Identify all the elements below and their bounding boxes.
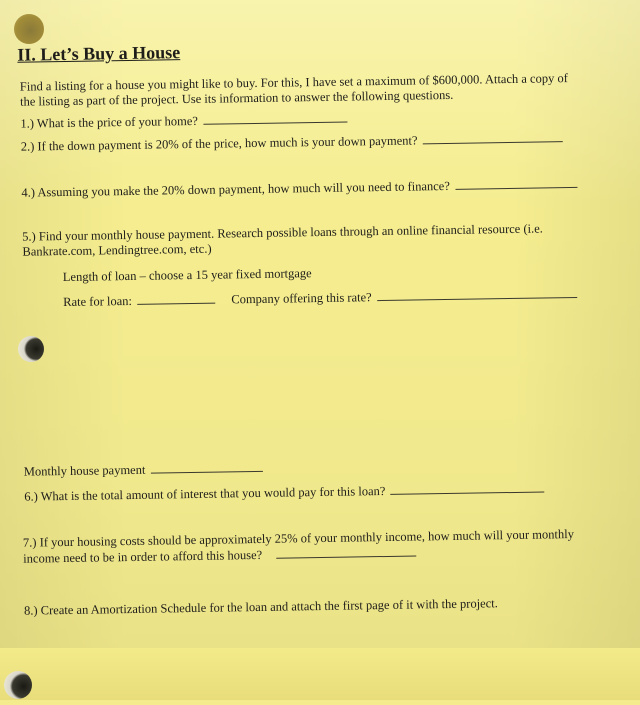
question-2 xyxy=(21,130,563,155)
question-4-text: 4.) Assuming you make the 20% down payment, how much will you need to finance? xyxy=(21,178,450,200)
intro-line-1: Find a listing for a house you might like to buy. For this, I have set a maximum of $600,000. Attach a copy of xyxy=(19,71,568,94)
answer-blank-monthly-payment[interactable] xyxy=(150,460,262,474)
answer-blank-company[interactable] xyxy=(377,286,577,301)
intro-line-2: the listing as part of the project. Use its information to answer the following questions. xyxy=(19,87,454,109)
answer-blank-price[interactable] xyxy=(203,111,347,125)
question-1 xyxy=(20,111,347,132)
section-heading: II. Let’s Buy a House xyxy=(17,42,181,65)
company-label: Company offering this rate? xyxy=(231,290,372,307)
answer-blank-down-payment[interactable] xyxy=(423,130,563,144)
question-5-line-1: 5.) Find your monthly house payment. Research possible loans through an online financial resource (i.e. xyxy=(22,221,543,244)
rate-row xyxy=(63,286,577,310)
question-1-text: 1.) What is the price of your home? xyxy=(20,113,198,131)
question-2-text: 2.) If the down payment is 20% of the price, how much is your down payment? xyxy=(20,133,418,154)
question-5-line-2: Bankrate.com, Lendingtree.com, etc.) xyxy=(22,241,212,259)
answer-blank-finance-amount[interactable] xyxy=(455,176,577,190)
monthly-payment-row xyxy=(24,460,263,480)
question-6-text: 6.) What is the total amount of interest that you would pay for this loan? xyxy=(24,483,386,504)
rate-label: Rate for loan: xyxy=(63,293,133,310)
monthly-payment-label: Monthly house payment xyxy=(23,462,146,479)
loan-length-note: Length of loan – choose a 15 year fixed mortgage xyxy=(62,266,312,285)
question-7-line-2: income need to be in order to afford this house? xyxy=(23,547,263,566)
question-8: 8.) Create an Amortization Schedule for the loan and attach the first page of it with the project. xyxy=(23,596,498,618)
answer-blank-total-interest[interactable] xyxy=(390,480,544,494)
question-6 xyxy=(24,480,544,504)
question-7-line-1: 7.) If your housing costs should be approximately 25% of your monthly income, how much will your monthly xyxy=(22,527,575,550)
answer-blank-monthly-income[interactable] xyxy=(276,545,416,559)
question-4 xyxy=(21,176,577,201)
answer-blank-rate[interactable] xyxy=(137,292,215,305)
